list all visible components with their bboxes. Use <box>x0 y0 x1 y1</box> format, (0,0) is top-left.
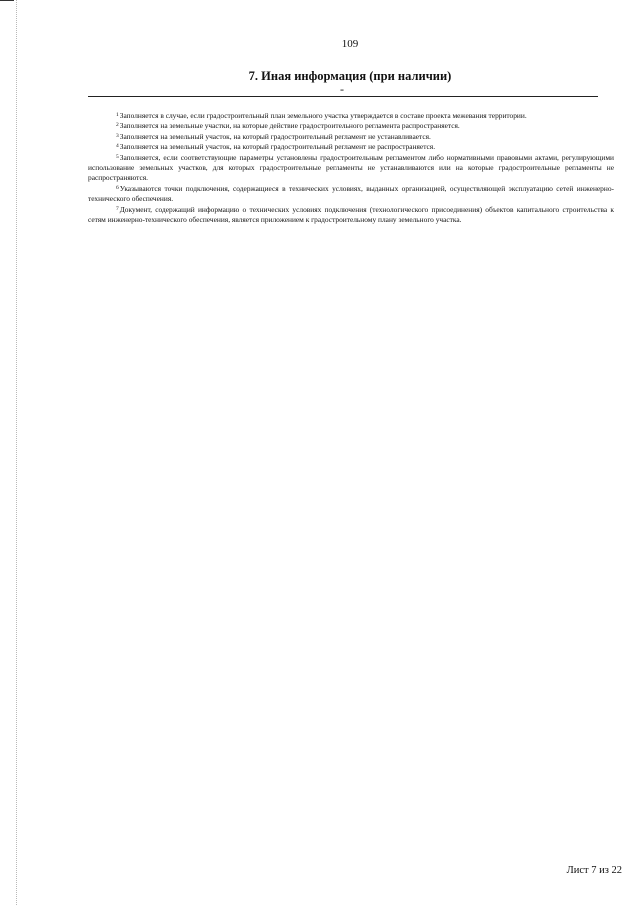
section-title: 7. Иная информация (при наличии) <box>248 69 452 83</box>
footnote-number: 6 <box>116 184 119 191</box>
sheet-counter: Лист 7 из 22 <box>566 865 622 876</box>
footnote-item <box>88 121 614 131</box>
scan-left-edge <box>0 0 17 905</box>
footnote-text: Заполняется, если соответствующие параметры установлены градостроительным регламентом либо нормативными правовыми актами, регулирующими использование земельных участков, для которых градостроительные регламенты не устанавливаются или на которые градостроительные регламенты не распространяются. <box>88 152 614 183</box>
footnote-item <box>88 111 614 121</box>
footnote-text: Указываются точки подключения, содержащиеся в технических условиях, выданных организацией, осуществляющей эксплуатацию сетей инженерно-технического обеспечения. <box>88 183 614 204</box>
footnote-item <box>88 184 614 205</box>
footnote-number: 4 <box>116 143 119 150</box>
footnote-number: 2 <box>116 122 119 129</box>
footnote-text: Заполняется в случае, если градостроительный план земельного участка утверждается в составе проекта межевания территории. <box>119 111 527 120</box>
page-number: 109 <box>341 38 359 50</box>
empty-value-dash: - <box>340 82 344 96</box>
footnote-text: Заполняется на земельный участок, на который градостроительный регламент не распространяется. <box>119 142 436 152</box>
footnote-number: 7 <box>116 205 119 212</box>
footnote-item <box>88 153 614 184</box>
footnotes-list <box>88 111 614 225</box>
footnote-number: 3 <box>116 132 119 139</box>
footnote-item <box>88 205 614 226</box>
footnote-text: Заполняется на земельный участок, на который градостроительный регламент не устанавливается. <box>119 131 431 141</box>
scan-corner-mark <box>0 0 14 1</box>
footnote-item <box>88 142 614 152</box>
footnote-text: Заполняется на земельные участки, на которые действие градостроительного регламента распространяется. <box>119 121 460 131</box>
footnote-item <box>88 132 614 142</box>
footnote-number: 1 <box>116 112 119 118</box>
footnote-number: 5 <box>116 153 119 160</box>
footnote-separator <box>88 96 598 97</box>
footnote-text: Документ, содержащий информацию о технических условиях подключения (технологического присоединения) объектов капитального строительства к сетям инженерно-технического обеспечения, является приложением к градостроительному плану земельного участка. <box>88 204 614 225</box>
